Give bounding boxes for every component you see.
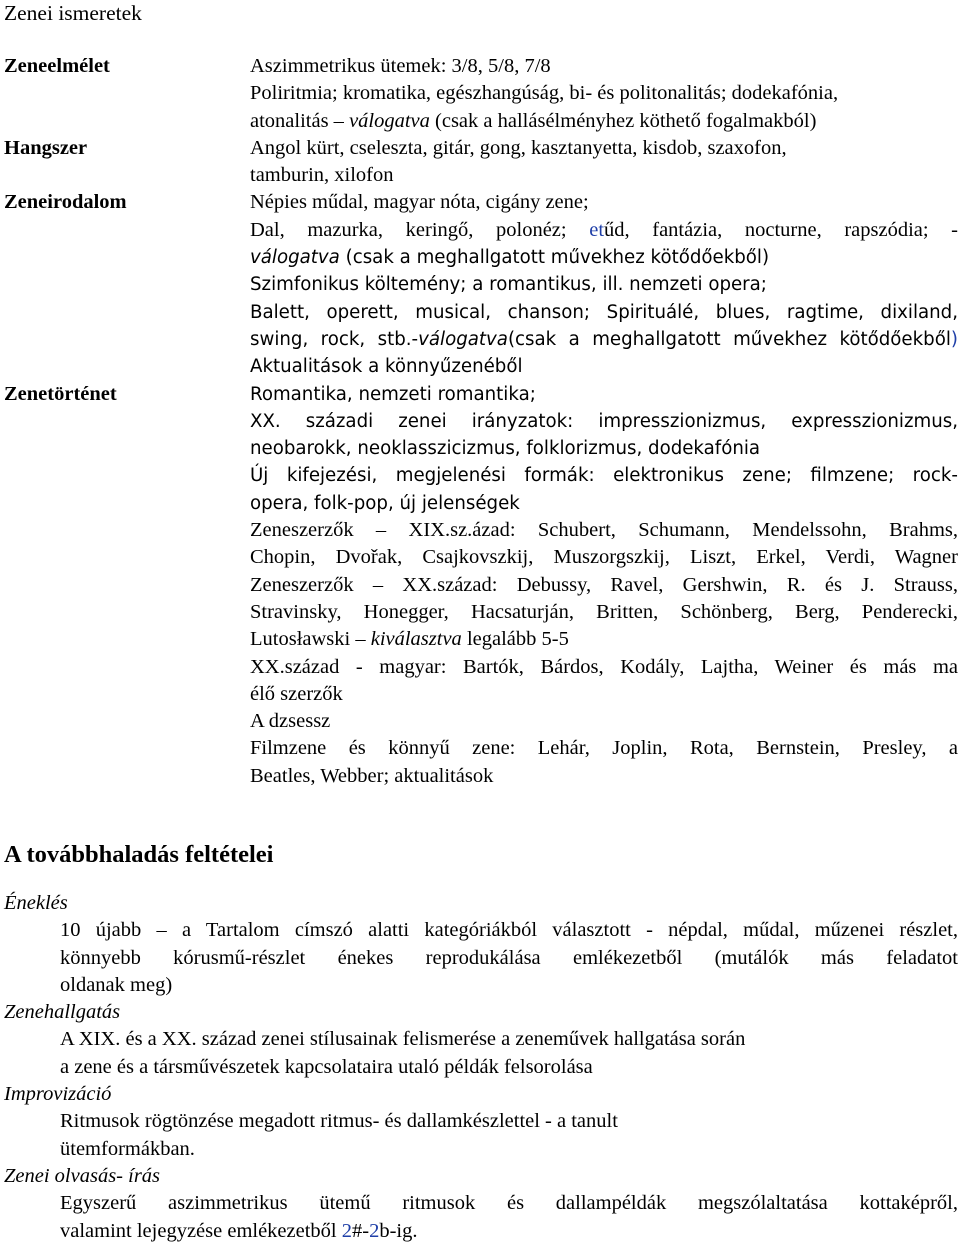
- row-zeneirodalom: [4, 189, 958, 380]
- blue-run: ): [950, 328, 958, 350]
- text-line: [250, 326, 958, 353]
- text-run: Lutosławski –: [250, 628, 371, 651]
- text-line: élő szerzők: [250, 682, 343, 705]
- text-run: Dal, mazurka, keringő, polonéz;: [250, 218, 590, 241]
- subheading-improvizacio: Improvizáció: [4, 1083, 112, 1106]
- spacer: [4, 870, 958, 890]
- italic-run: válogatva: [250, 247, 340, 269]
- document-page: [4, 0, 958, 790]
- text-line: Chopin, Dvořak, Csajkovszkij, Muszorgszkij, Liszt, Erkel, Verdi, Wagner: [250, 546, 958, 569]
- content-section: [4, 53, 958, 790]
- text-line: Poliritmia; kromatika, egészhangúság, bi- és politonalitás; dodekafónia,: [250, 82, 839, 105]
- text-line: ütemformákban.: [60, 1137, 195, 1160]
- italic-run: válogatva: [349, 109, 430, 132]
- text-line: Aktualitások a könnyűzenéből: [250, 356, 523, 378]
- text-line: [250, 217, 958, 244]
- blue-run: 2: [369, 1219, 380, 1242]
- subheading-olvasas: Zenei olvasás- írás: [4, 1164, 161, 1187]
- text-run: #-: [352, 1219, 370, 1242]
- paragraph-improvizacio: [4, 1108, 958, 1163]
- text-line: Zeneszerzők – XX.század: Debussy, Ravel, Gershwin, R. és J. Strauss,: [250, 573, 958, 596]
- category-content: [250, 53, 958, 135]
- category-content: [250, 135, 958, 190]
- italic-run: kiválasztva: [370, 628, 462, 651]
- text-line: 10 újabb – a Tartalom címszó alatti kategóriákból választott - népdal, műdal, műzenei részlet,: [60, 919, 958, 942]
- text-line: A dzsessz: [250, 710, 331, 733]
- category-content: [250, 189, 958, 380]
- text-run: (csak a meghallgatott művekhez kötődőekből): [339, 247, 770, 269]
- text-run: valamint lejegyzése emlékezetből: [60, 1219, 342, 1242]
- category-label: Hangszer: [4, 136, 88, 159]
- category-label: Zeneelmélet: [4, 55, 110, 77]
- text-line: a zene és a társművészetek kapcsolataira utaló példák felsorolása: [60, 1055, 593, 1078]
- text-line: XX.század - magyar: Bartók, Bárdos, Kodály, Lajtha, Weiner és más ma: [250, 655, 958, 678]
- row-zeneelmelet: [4, 53, 958, 135]
- text-line: tamburin, xilofon: [250, 164, 394, 187]
- subheading-zenehallgatas: Zenehallgatás: [4, 1001, 121, 1024]
- paragraph-zenehallgatas: [4, 1026, 958, 1081]
- category-label: Zenetörténet: [4, 382, 117, 405]
- text-run: b-ig.: [379, 1219, 418, 1242]
- text-line: Filmzene és könnyű zene: Lehár, Joplin, Rota, Bernstein, Presley, a: [250, 737, 958, 760]
- text-line: Aszimmetrikus ütemek: 3/8, 5/8, 7/8: [250, 55, 551, 77]
- text-line: [250, 244, 958, 271]
- blue-run: et: [589, 218, 605, 241]
- blue-run: 2: [341, 1219, 352, 1242]
- text-run: swing, rock, stb.-: [250, 328, 419, 350]
- text-line: Romantika, nemzeti romantika;: [250, 383, 536, 405]
- text-line: Zeneszerzők – XIX.sz.ázad: Schubert, Schumann, Mendelssohn, Brahms,: [250, 519, 958, 542]
- requirements-section: [4, 840, 958, 1245]
- italic-run: válogatva: [418, 328, 508, 350]
- paragraph-enekles: [4, 917, 958, 999]
- text-line: könnyebb kórusmű-részlet énekes reprodukálása emlékezetből (mutálók más feladatot: [60, 946, 958, 969]
- text-line: Egyszerű aszimmetrikus ütemű ritmusok és dallampéldák megszólaltatása kottaképről,: [60, 1192, 958, 1215]
- text-line: A XIX. és a XX. század zenei stílusainak felismerése a zeneművek hallgatása során: [60, 1028, 746, 1051]
- text-run: (csak a hallásélményhez köthető fogalmakból): [429, 109, 817, 132]
- row-hangszer: [4, 135, 958, 190]
- text-line: [60, 1218, 958, 1245]
- text-line: Angol kürt, cseleszta, gitár, gong, kasztanyetta, kisdob, szaxofon,: [250, 136, 787, 159]
- text-run: atonalitás –: [250, 109, 350, 132]
- text-line: Balett, operett, musical, chanson; Spirituálé, blues, ragtime, dixiland,: [250, 301, 958, 323]
- row-zenetortenet: [4, 381, 958, 790]
- text-line: Stravinsky, Honegger, Hacsaturján, Britten, Schönberg, Berg, Penderecki,: [250, 600, 958, 623]
- section-heading: A továbbhaladás feltételei: [4, 841, 274, 868]
- text-line: Beatles, Webber; aktualitások: [250, 764, 494, 787]
- page-title: Zenei ismeretek: [4, 1, 142, 25]
- text-line: opera, folk-pop, új jelenségek: [250, 492, 520, 514]
- text-line: neobarokk, neoklasszicizmus, folklorizmus, dodekafónia: [250, 438, 761, 460]
- text-line: [250, 108, 958, 135]
- text-line: Népies műdal, magyar nóta, cigány zene;: [250, 191, 589, 214]
- category-content: [250, 381, 958, 790]
- text-run: (csak a meghallgatott művekhez kötődőekből: [507, 328, 951, 350]
- category-label: Zeneirodalom: [4, 191, 127, 214]
- text-line: Új kifejezési, megjelenési formák: elektronikus zene; filmzene; rock-: [250, 465, 958, 487]
- text-line: oldanak meg): [60, 973, 173, 996]
- text-line: Ritmusok rögtönzése megadott ritmus- és dallamkészlettel - a tanult: [60, 1110, 618, 1133]
- text-line: [250, 626, 958, 653]
- paragraph-olvasas: [4, 1190, 958, 1245]
- text-line: XX. századi zenei irányzatok: impresszionizmus, expresszionizmus,: [250, 410, 958, 432]
- text-run: űd, fantázia, nocturne, rapszódia; -: [604, 218, 958, 241]
- text-line: Szimfonikus költemény; a romantikus, ill. nemzeti opera;: [250, 274, 767, 296]
- subheading-enekles: Éneklés: [4, 892, 68, 914]
- text-run: legalább 5-5: [461, 628, 569, 651]
